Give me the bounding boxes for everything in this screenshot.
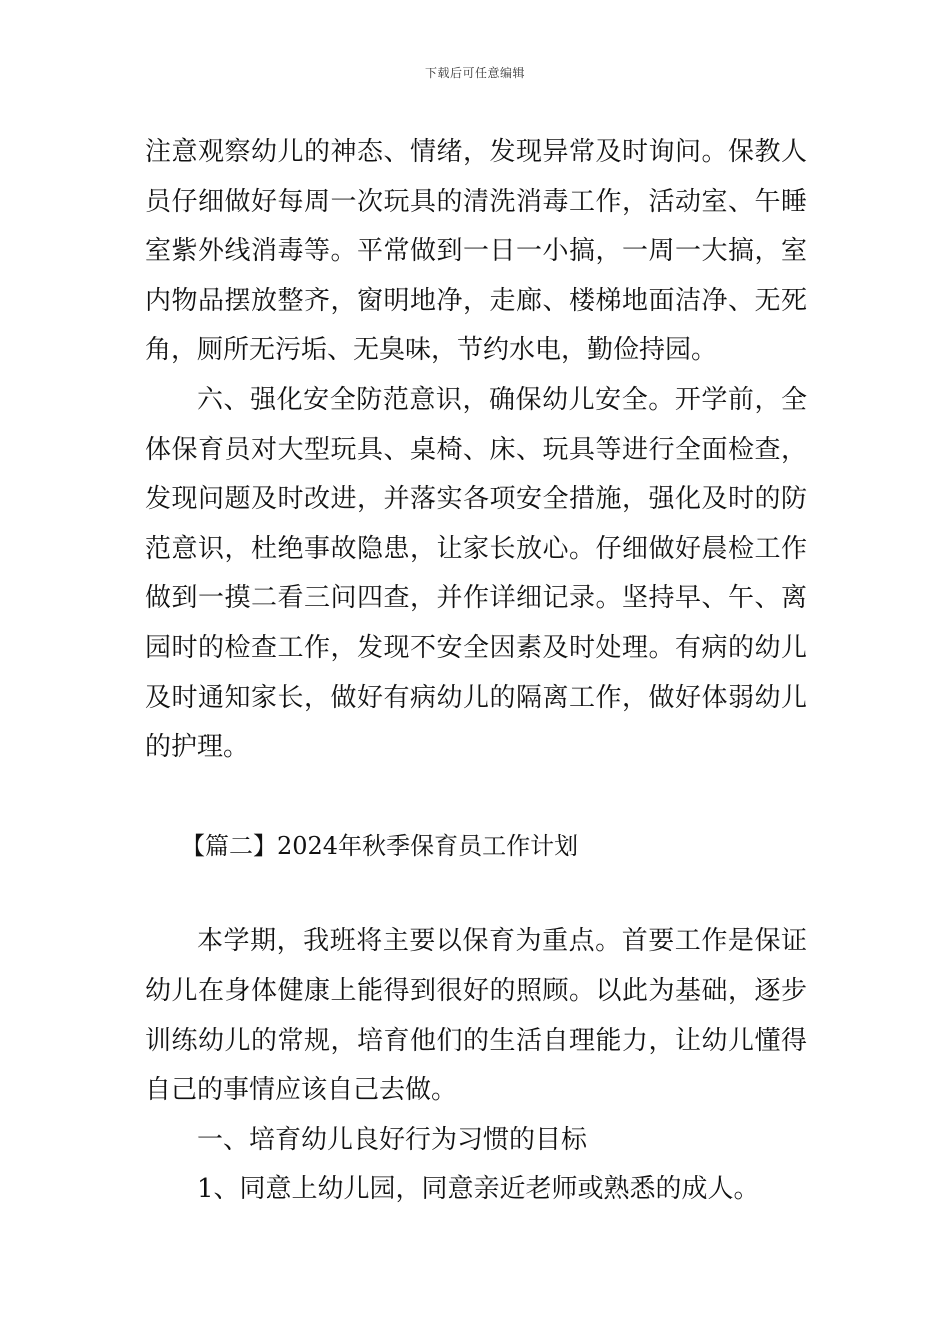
document-body [145, 128, 807, 1215]
page-header-note: 下载后可任意编辑 [424, 66, 525, 80]
paragraph-safety: 六、强化安全防范意识，确保幼儿安全。开学前，全体保育员对大型玩具、桌椅、床、玩具等进行全面检查，发现问题及时改进，并落实各项安全措施，强化及时的防范意识，杜绝事故隐患，让家长放心。仔细做好晨检工作做到一摸二看三问四查，并作详细记录。坚持早、午、离园时的检查工作，发现不安全因素及时处理。有病的幼儿及时通知家长，做好有病幼儿的隔离工作，做好体弱幼儿的护理。 [145, 384, 807, 763]
paragraph-hygiene: 注意观察幼儿的神态、情绪，发现异常及时询问。保教人员仔细做好每周一次玩具的清洗消毒工作，活动室、午睡室紫外线消毒等。平常做到一日一小搞，一周一大搞，室内物品摆放整齐，窗明地净，走廊、楼梯地面洁净、无死角，厕所无污垢、无臭味，节约水电，勤俭持园。 [145, 137, 807, 366]
spacer [145, 871, 807, 917]
paragraph-goal-item-1: 1、同意上幼儿园，同意亲近老师或熟悉的成人。 [197, 1174, 760, 1205]
section-title: 【篇二】2024年秋季保育员工作计划 [181, 831, 579, 860]
spacer [145, 773, 807, 822]
paragraph-goal-heading: 一、培育幼儿良好行为习惯的目标 [197, 1124, 588, 1155]
paragraph-intro: 本学期，我班将主要以保育为重点。首要工作是保证幼儿在身体健康上能得到很好的照顾。以此为基础，逐步训练幼儿的常规，培育他们的生活自理能力，让幼儿懂得自己的事情应该自己去做。 [145, 926, 807, 1106]
